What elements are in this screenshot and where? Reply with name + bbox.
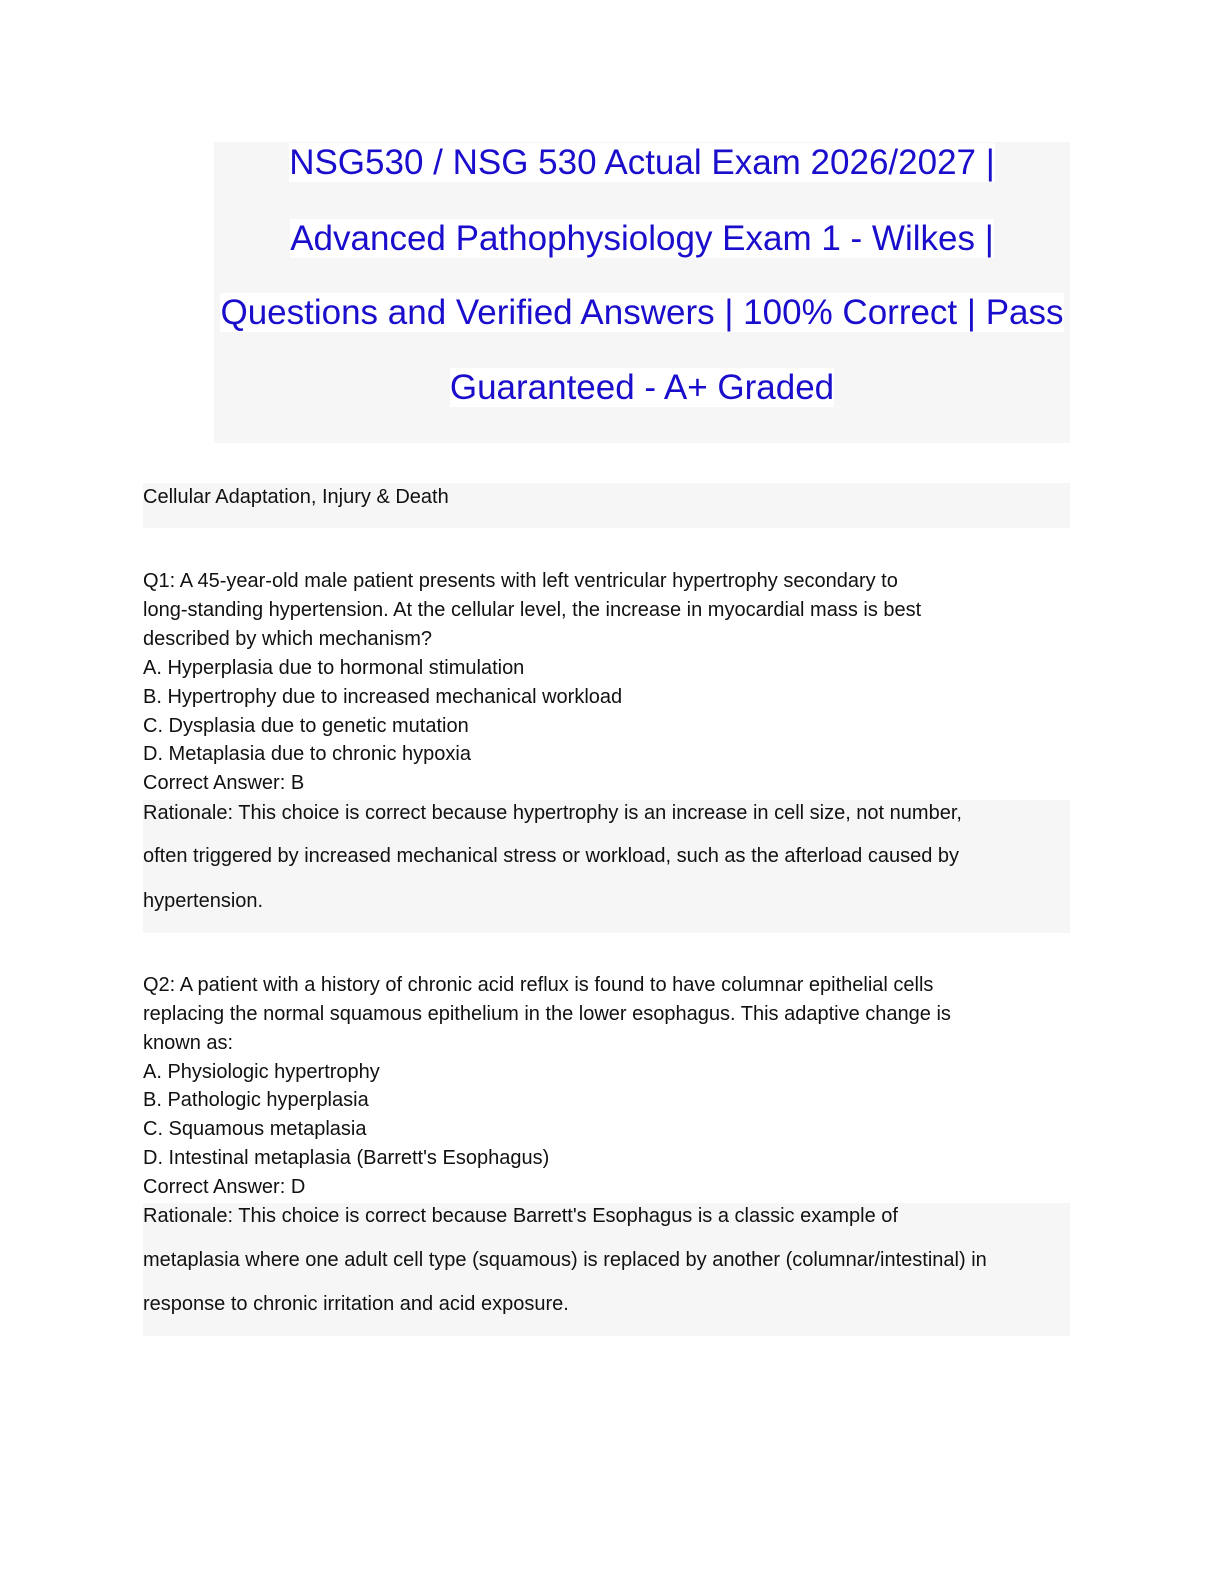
question-stem-line: replacing the normal squamous epithelium in the lower esophagus. This adaptive change is xyxy=(143,1003,951,1025)
document-title-block xyxy=(214,142,1070,443)
answer-option-b: B. Pathologic hyperplasia xyxy=(143,1089,369,1111)
rationale-line: hypertension. xyxy=(143,890,264,912)
title-line-3: Questions and Verified Answers | 100% Correct | Pass xyxy=(220,293,1064,332)
title-line-1: NSG530 / NSG 530 Actual Exam 2026/2027 | xyxy=(289,143,995,182)
question-stem-line: long-standing hypertension. At the cellular level, the increase in myocardial mass is best xyxy=(143,599,922,621)
answer-option-c: C. Squamous metaplasia xyxy=(143,1118,367,1140)
rationale-line: response to chronic irritation and acid exposure. xyxy=(143,1293,569,1315)
section-heading: Cellular Adaptation, Injury & Death xyxy=(143,486,449,508)
rationale-line: often triggered by increased mechanical stress or workload, such as the afterload caused by xyxy=(143,845,959,867)
title-line-2: Advanced Pathophysiology Exam 1 - Wilkes | xyxy=(290,219,994,258)
section-heading-block xyxy=(143,483,1070,528)
rationale-line: Rationale: This choice is correct because Barrett's Esophagus is a classic example of xyxy=(143,1205,898,1227)
answer-option-a: A. Physiologic hypertrophy xyxy=(143,1061,380,1083)
rationale-line: Rationale: This choice is correct because hypertrophy is an increase in cell size, not number, xyxy=(143,802,962,824)
answer-option-a: A. Hyperplasia due to hormonal stimulation xyxy=(143,657,525,679)
title-line-4: Guaranteed - A+ Graded xyxy=(449,368,835,407)
question-stem-line: Q1: A 45-year-old male patient presents with left ventricular hypertrophy secondary to xyxy=(143,570,898,592)
rationale-block xyxy=(143,800,1070,933)
correct-answer: Correct Answer: D xyxy=(143,1176,306,1198)
question-stem-line: described by which mechanism? xyxy=(143,628,433,650)
rationale-line: metaplasia where one adult cell type (squamous) is replaced by another (columnar/intestinal) in xyxy=(143,1249,987,1271)
answer-option-d: D. Intestinal metaplasia (Barrett's Esophagus) xyxy=(143,1147,550,1169)
rationale-block xyxy=(143,1203,1070,1336)
question-stem-line: known as: xyxy=(143,1032,234,1054)
question-stem-line: Q2: A patient with a history of chronic acid reflux is found to have columnar epithelial cells xyxy=(143,974,934,996)
answer-option-c: C. Dysplasia due to genetic mutation xyxy=(143,715,469,737)
correct-answer: Correct Answer: B xyxy=(143,772,305,794)
answer-option-b: B. Hypertrophy due to increased mechanical workload xyxy=(143,686,623,708)
answer-option-d: D. Metaplasia due to chronic hypoxia xyxy=(143,743,471,765)
